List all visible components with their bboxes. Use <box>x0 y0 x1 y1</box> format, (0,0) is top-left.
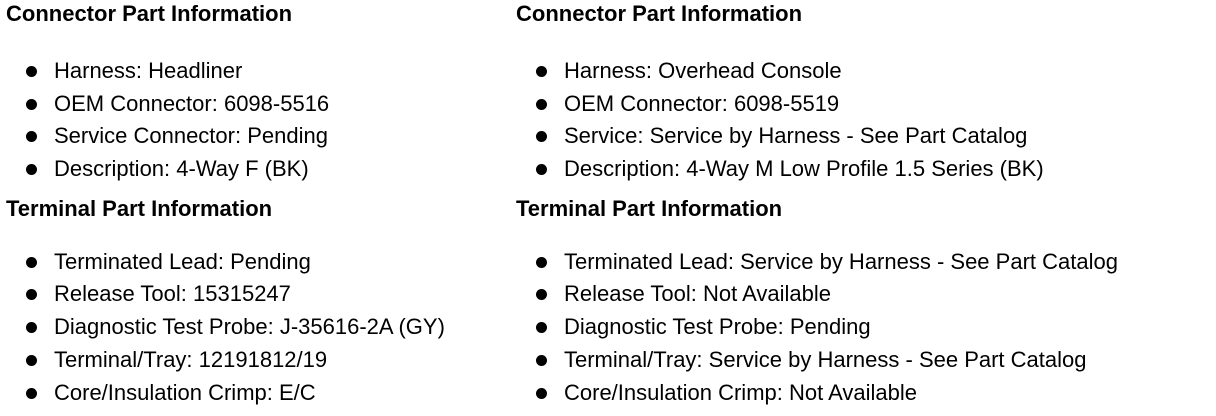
list-item-text: Description: 4-Way M Low Profile 1.5 Series (BK) <box>564 156 1044 182</box>
list-item <box>516 88 1216 121</box>
list-item-text: Terminal/Tray: Service by Harness - See Part Catalog <box>564 346 1087 372</box>
connector-part-heading: Connector Part Information <box>6 1 293 26</box>
list-item <box>6 120 506 153</box>
connector-part-heading: Connector Part Information <box>516 1 803 26</box>
left-column <box>6 0 506 409</box>
list-item-text: Service Connector: Pending <box>54 123 328 149</box>
list-item-text: Harness: Headliner <box>54 58 243 83</box>
list-item-text: Diagnostic Test Probe: Pending <box>564 314 871 340</box>
bullet-icon <box>26 99 37 110</box>
list-item-text: Release Tool: 15315247 <box>54 281 291 307</box>
bullet-icon <box>536 388 547 399</box>
terminal-part-list <box>516 246 1216 409</box>
list-item-text: Service: Service by Harness - See Part Catalog <box>564 123 1028 149</box>
list-item <box>6 344 506 377</box>
list-item-text: Terminal/Tray: 12191812/19 <box>54 346 328 372</box>
list-item-text: Harness: Overhead Console <box>564 58 842 83</box>
list-item-text: Terminated Lead: Pending <box>54 248 311 274</box>
terminal-part-heading: Terminal Part Information <box>516 195 783 221</box>
list-item <box>6 278 506 311</box>
list-item-text: Terminated Lead: Service by Harness - See Part Catalog <box>564 248 1118 274</box>
list-item <box>516 120 1216 153</box>
bullet-icon <box>26 322 37 333</box>
bullet-icon <box>536 66 547 77</box>
list-item-text: Diagnostic Test Probe: J-35616-2A (GY) <box>54 314 445 340</box>
bullet-icon <box>26 131 37 142</box>
list-item <box>516 344 1216 377</box>
list-item <box>6 246 506 279</box>
list-item <box>6 377 506 410</box>
list-item-text: OEM Connector: 6098-5516 <box>54 90 330 116</box>
bullet-icon <box>536 257 547 268</box>
right-column <box>516 0 1216 409</box>
list-item <box>516 311 1216 344</box>
terminal-part-heading: Terminal Part Information <box>6 195 273 221</box>
bullet-icon <box>26 257 37 268</box>
bullet-icon <box>536 131 547 142</box>
list-item <box>516 246 1216 279</box>
bullet-icon <box>536 99 547 110</box>
connector-part-list <box>516 55 1216 186</box>
list-item-text: OEM Connector: 6098-5519 <box>564 90 840 116</box>
list-item <box>6 55 506 88</box>
bullet-icon <box>26 388 37 399</box>
list-item <box>6 153 506 186</box>
list-item-text: Description: 4-Way F (BK) <box>54 156 309 182</box>
list-item <box>6 311 506 344</box>
list-item <box>516 278 1216 311</box>
terminal-part-list <box>6 246 506 409</box>
list-item <box>516 153 1216 186</box>
list-item <box>516 55 1216 88</box>
list-item <box>516 377 1216 410</box>
connector-part-list <box>6 55 506 186</box>
list-item-text: Core/Insulation Crimp: E/C <box>54 379 316 405</box>
list-item <box>6 88 506 121</box>
list-item-text: Release Tool: Not Available <box>564 281 832 307</box>
bullet-icon <box>26 164 37 175</box>
bullet-icon <box>26 289 37 300</box>
bullet-icon <box>26 355 37 366</box>
bullet-icon <box>536 164 547 175</box>
bullet-icon <box>536 355 547 366</box>
bullet-icon <box>26 66 37 77</box>
list-item-text: Core/Insulation Crimp: Not Available <box>564 379 917 405</box>
bullet-icon <box>536 322 547 333</box>
bullet-icon <box>536 289 547 300</box>
